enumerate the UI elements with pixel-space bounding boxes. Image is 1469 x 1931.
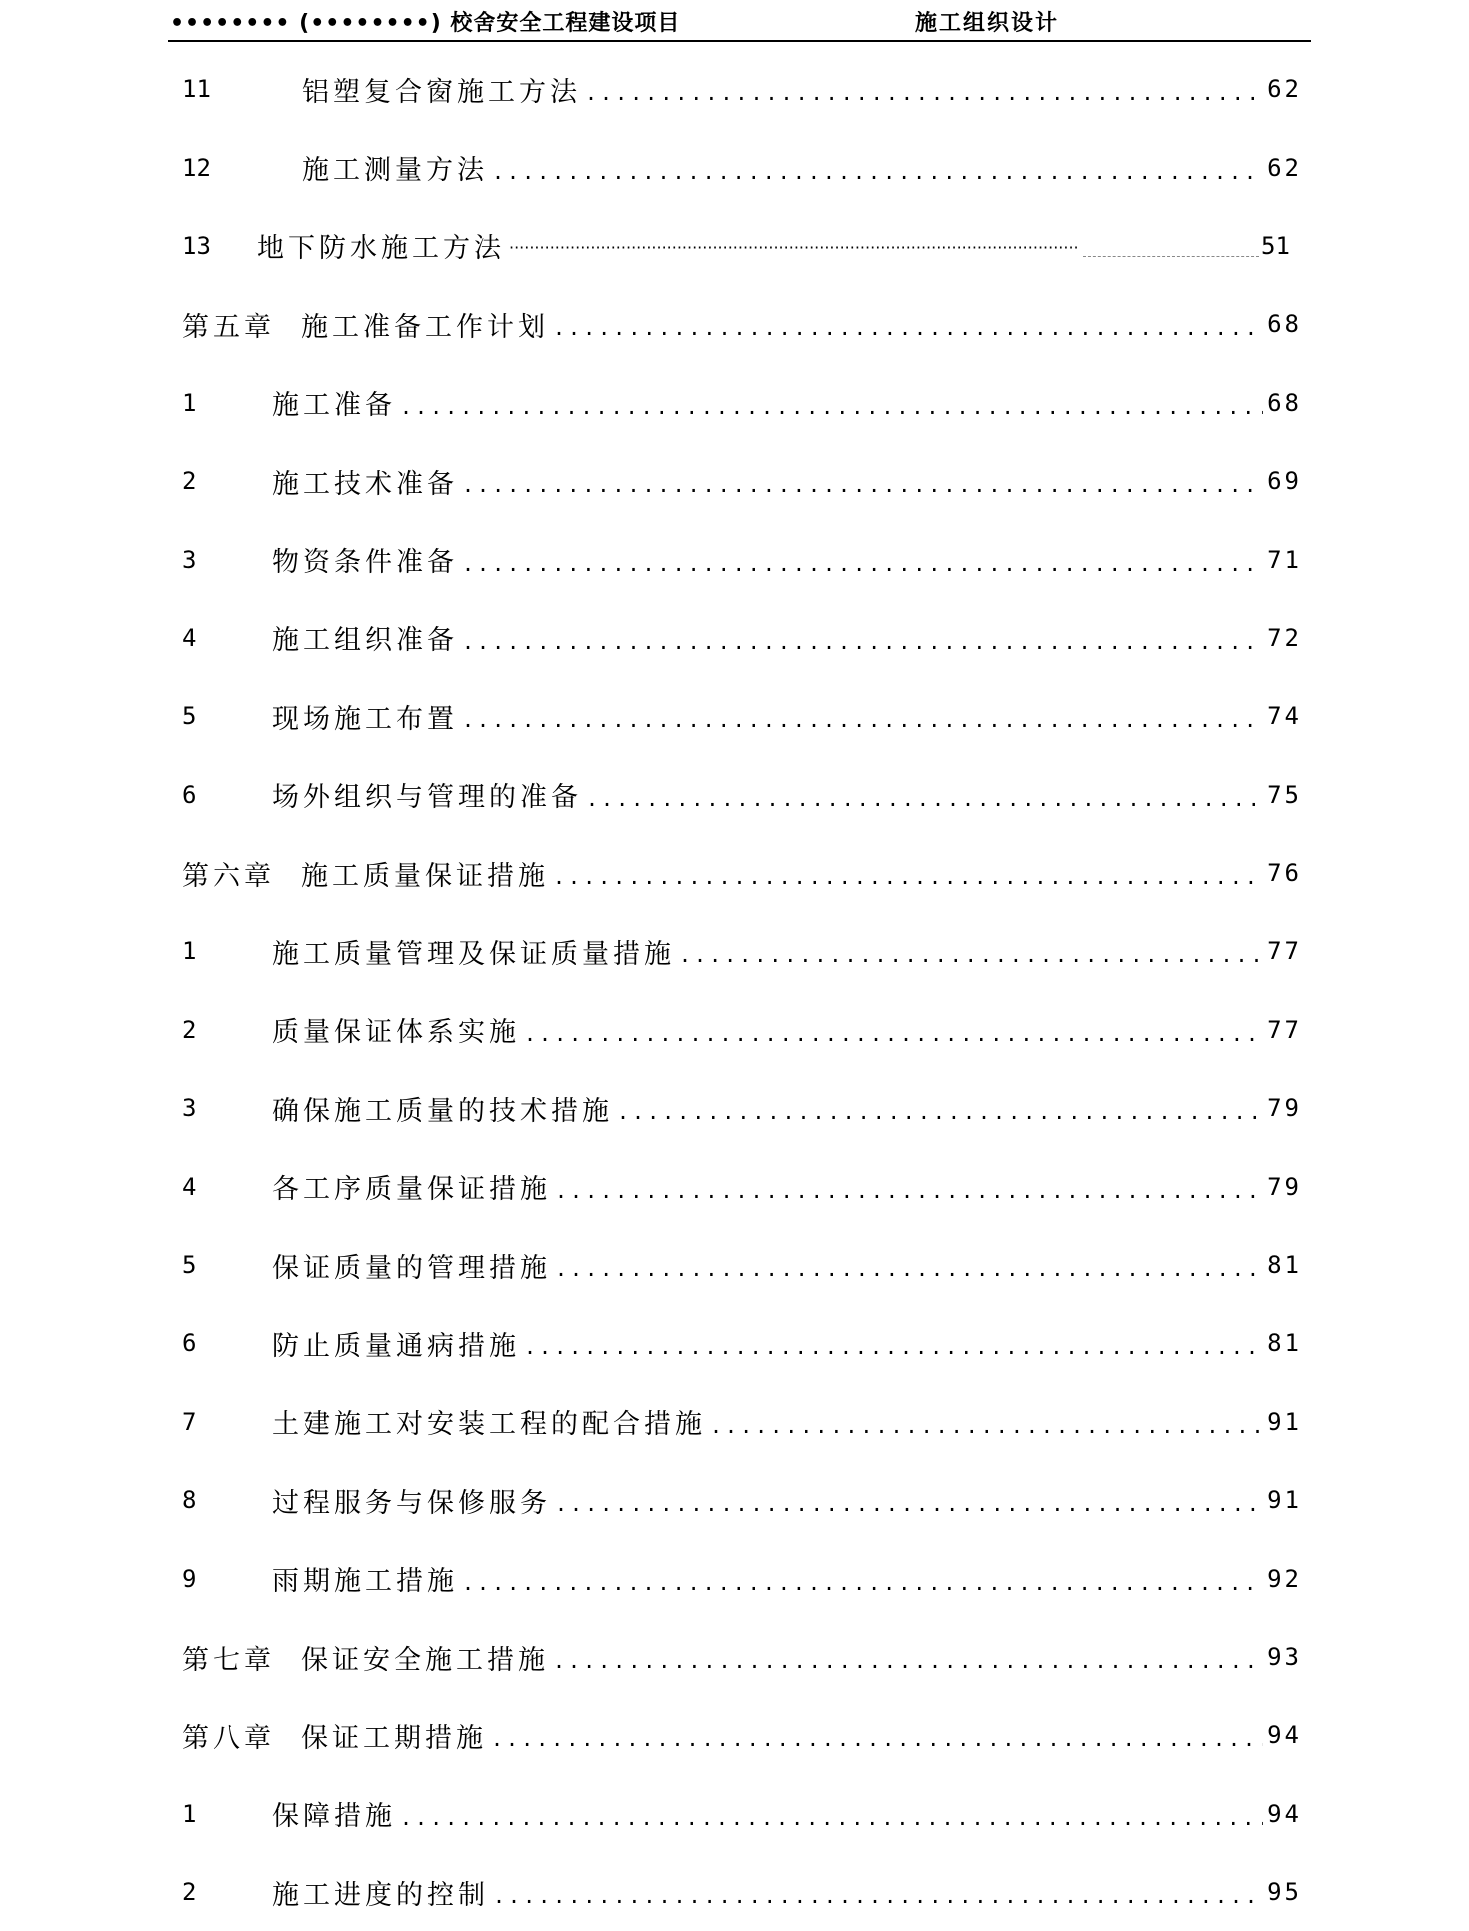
toc-entry[interactable] xyxy=(182,1383,1302,1461)
toc-entry-number: 4 xyxy=(182,623,197,652)
toc-entry-title: 施工准备 xyxy=(272,390,396,422)
toc-entry-page: 71 xyxy=(1267,545,1302,574)
toc-entry-page: 91 xyxy=(1267,1486,1302,1515)
toc-entry-page: 72 xyxy=(1267,623,1302,652)
toc-entry-page: 51 xyxy=(1261,231,1290,260)
toc-entry-title: 物资条件准备 xyxy=(272,547,458,579)
toc-dot-leader xyxy=(555,1492,1263,1516)
toc-entry[interactable] xyxy=(182,442,1302,520)
toc-entry[interactable] xyxy=(182,1853,1302,1931)
toc-entry-number: 7 xyxy=(182,1407,197,1436)
toc-dot-leader xyxy=(462,552,1263,576)
toc-entry-page: 77 xyxy=(1267,1015,1302,1044)
toc-entry[interactable] xyxy=(182,1226,1302,1304)
toc-entry-title: 铝塑复合窗施工方法 xyxy=(302,76,581,108)
toc-dot-leader xyxy=(462,473,1263,497)
toc-entry[interactable] xyxy=(182,599,1302,677)
toc-entry-number: 3 xyxy=(182,545,197,574)
toc-dot-leader xyxy=(555,1179,1263,1203)
toc-entry-title: 保证质量的管理措施 xyxy=(272,1252,551,1284)
toc-entry-page: 79 xyxy=(1267,1172,1302,1201)
toc-entry-page: 79 xyxy=(1267,1094,1302,1123)
toc-entry-number: 11 xyxy=(182,75,211,104)
toc-entry-page: 91 xyxy=(1267,1407,1302,1436)
toc-entry[interactable] xyxy=(182,364,1302,442)
toc-dot-leader xyxy=(462,1571,1263,1595)
toc-entry-title: 施工质量保证措施 xyxy=(301,860,549,892)
toc-entry[interactable] xyxy=(182,128,1302,206)
toc-entry[interactable] xyxy=(182,1147,1302,1225)
toc-entry-title: 保障措施 xyxy=(272,1801,396,1833)
toc-entry[interactable] xyxy=(182,207,1302,285)
table-of-contents xyxy=(182,50,1302,1931)
toc-entry-number: 2 xyxy=(182,1015,197,1044)
toc-chapter-label: 第六章 xyxy=(182,860,275,892)
toc-dot-leader xyxy=(493,1884,1263,1908)
toc-entry[interactable] xyxy=(182,677,1302,755)
toc-entry[interactable] xyxy=(182,756,1302,834)
toc-chapter-label: 第八章 xyxy=(182,1722,275,1754)
toc-entry-title: 场外组织与管理的准备 xyxy=(272,782,582,814)
toc-entry-page: 62 xyxy=(1267,153,1302,182)
toc-entry-page: 68 xyxy=(1267,388,1302,417)
toc-entry-number: 2 xyxy=(182,1878,197,1907)
toc-entry-title: 保证工期措施 xyxy=(301,1722,487,1754)
toc-entry-title: 土建施工对安装工程的配合措施 xyxy=(272,1409,706,1441)
toc-entry[interactable] xyxy=(182,1696,1302,1774)
toc-entry-page: 62 xyxy=(1267,75,1302,104)
toc-dot-leader-secondary xyxy=(1083,255,1259,257)
toc-entry[interactable] xyxy=(182,991,1302,1069)
header-document-title: 施工组织设计 xyxy=(915,11,1060,36)
toc-entry-page: 93 xyxy=(1267,1643,1302,1671)
toc-dot-leader xyxy=(553,316,1263,340)
toc-dot-leader xyxy=(492,160,1263,184)
toc-dot-leader xyxy=(553,865,1263,889)
toc-entry[interactable] xyxy=(182,912,1302,990)
toc-entry-title: 施工测量方法 xyxy=(302,155,488,187)
toc-entry-title: 施工技术准备 xyxy=(272,468,458,500)
toc-entry[interactable] xyxy=(182,1461,1302,1539)
toc-entry-number: 1 xyxy=(182,937,197,966)
toc-entry[interactable] xyxy=(182,1618,1302,1696)
toc-entry-number: 5 xyxy=(182,702,197,731)
toc-entry-number: 12 xyxy=(182,153,211,182)
toc-entry-page: 81 xyxy=(1267,1329,1302,1358)
toc-entry-page: 77 xyxy=(1267,937,1302,966)
toc-entry[interactable] xyxy=(182,834,1302,912)
toc-entry-number: 3 xyxy=(182,1094,197,1123)
toc-entry[interactable] xyxy=(182,1069,1302,1147)
toc-entry-page: 94 xyxy=(1267,1721,1302,1750)
toc-chapter-label: 第五章 xyxy=(182,311,275,343)
toc-entry-title: 地下防水施工方法 xyxy=(257,233,505,265)
toc-entry-number: 13 xyxy=(182,231,211,260)
toc-entry-title: 确保施工质量的技术措施 xyxy=(272,1095,613,1127)
toc-entry-title: 质量保证体系实施 xyxy=(272,1017,520,1049)
toc-dot-leader xyxy=(555,1257,1263,1281)
toc-dot-leader xyxy=(400,395,1263,419)
toc-entry-number: 1 xyxy=(182,1799,197,1828)
toc-entry-number: 9 xyxy=(182,1564,197,1593)
toc-dot-leader xyxy=(509,238,1079,257)
toc-dot-leader xyxy=(524,1335,1263,1359)
toc-dot-leader xyxy=(462,630,1263,654)
toc-entry-number: 6 xyxy=(182,1329,197,1358)
toc-entry-page: 95 xyxy=(1267,1878,1302,1907)
toc-entry-title: 现场施工布置 xyxy=(272,703,458,735)
page-header xyxy=(168,0,1311,42)
toc-dot-leader xyxy=(617,1100,1263,1124)
toc-dot-leader xyxy=(586,787,1263,811)
toc-entry-title: 雨期施工措施 xyxy=(272,1566,458,1598)
toc-entry-title: 施工质量管理及保证质量措施 xyxy=(272,938,675,970)
toc-entry-number: 4 xyxy=(182,1172,197,1201)
toc-entry[interactable] xyxy=(182,285,1302,363)
toc-dot-leader xyxy=(462,708,1263,732)
toc-dot-leader xyxy=(491,1727,1263,1751)
toc-dot-leader xyxy=(710,1414,1263,1438)
toc-entry-title: 保证安全施工措施 xyxy=(301,1644,549,1676)
toc-entry-page: 75 xyxy=(1267,780,1302,809)
toc-entry-page: 76 xyxy=(1267,859,1302,888)
toc-entry[interactable] xyxy=(182,1304,1302,1382)
toc-entry-page: 92 xyxy=(1267,1564,1302,1593)
toc-entry-page: 81 xyxy=(1267,1251,1302,1280)
toc-entry-title: 防止质量通病措施 xyxy=(272,1330,520,1362)
toc-entry-page: 94 xyxy=(1267,1799,1302,1828)
toc-entry-number: 2 xyxy=(182,467,197,496)
toc-entry-page: 69 xyxy=(1267,467,1302,496)
toc-dot-leader xyxy=(585,81,1263,105)
toc-entry[interactable] xyxy=(182,50,1302,128)
toc-dot-leader xyxy=(524,1022,1263,1046)
toc-entry-title: 施工组织准备 xyxy=(272,625,458,657)
toc-chapter-label: 第七章 xyxy=(182,1644,275,1676)
toc-entry[interactable] xyxy=(182,1775,1302,1853)
toc-entry-title: 施工准备工作计划 xyxy=(301,311,549,343)
toc-dot-leader xyxy=(679,943,1263,967)
toc-entry-title: 过程服务与保修服务 xyxy=(272,1487,551,1519)
toc-entry-number: 6 xyxy=(182,780,197,809)
header-project-title: •••••••• (••••••••) 校舍安全工程建设项目 xyxy=(170,11,681,36)
toc-entry-title: 施工进度的控制 xyxy=(272,1879,489,1911)
toc-entry-number: 5 xyxy=(182,1251,197,1280)
toc-entry[interactable] xyxy=(182,1539,1302,1617)
toc-dot-leader xyxy=(553,1649,1263,1673)
toc-entry-page: 74 xyxy=(1267,702,1302,731)
toc-entry[interactable] xyxy=(182,520,1302,598)
toc-entry-number: 1 xyxy=(182,388,197,417)
toc-entry-page: 68 xyxy=(1267,310,1302,339)
toc-entry-number: 8 xyxy=(182,1486,197,1515)
toc-dot-leader xyxy=(400,1806,1263,1830)
toc-entry-title: 各工序质量保证措施 xyxy=(272,1174,551,1206)
